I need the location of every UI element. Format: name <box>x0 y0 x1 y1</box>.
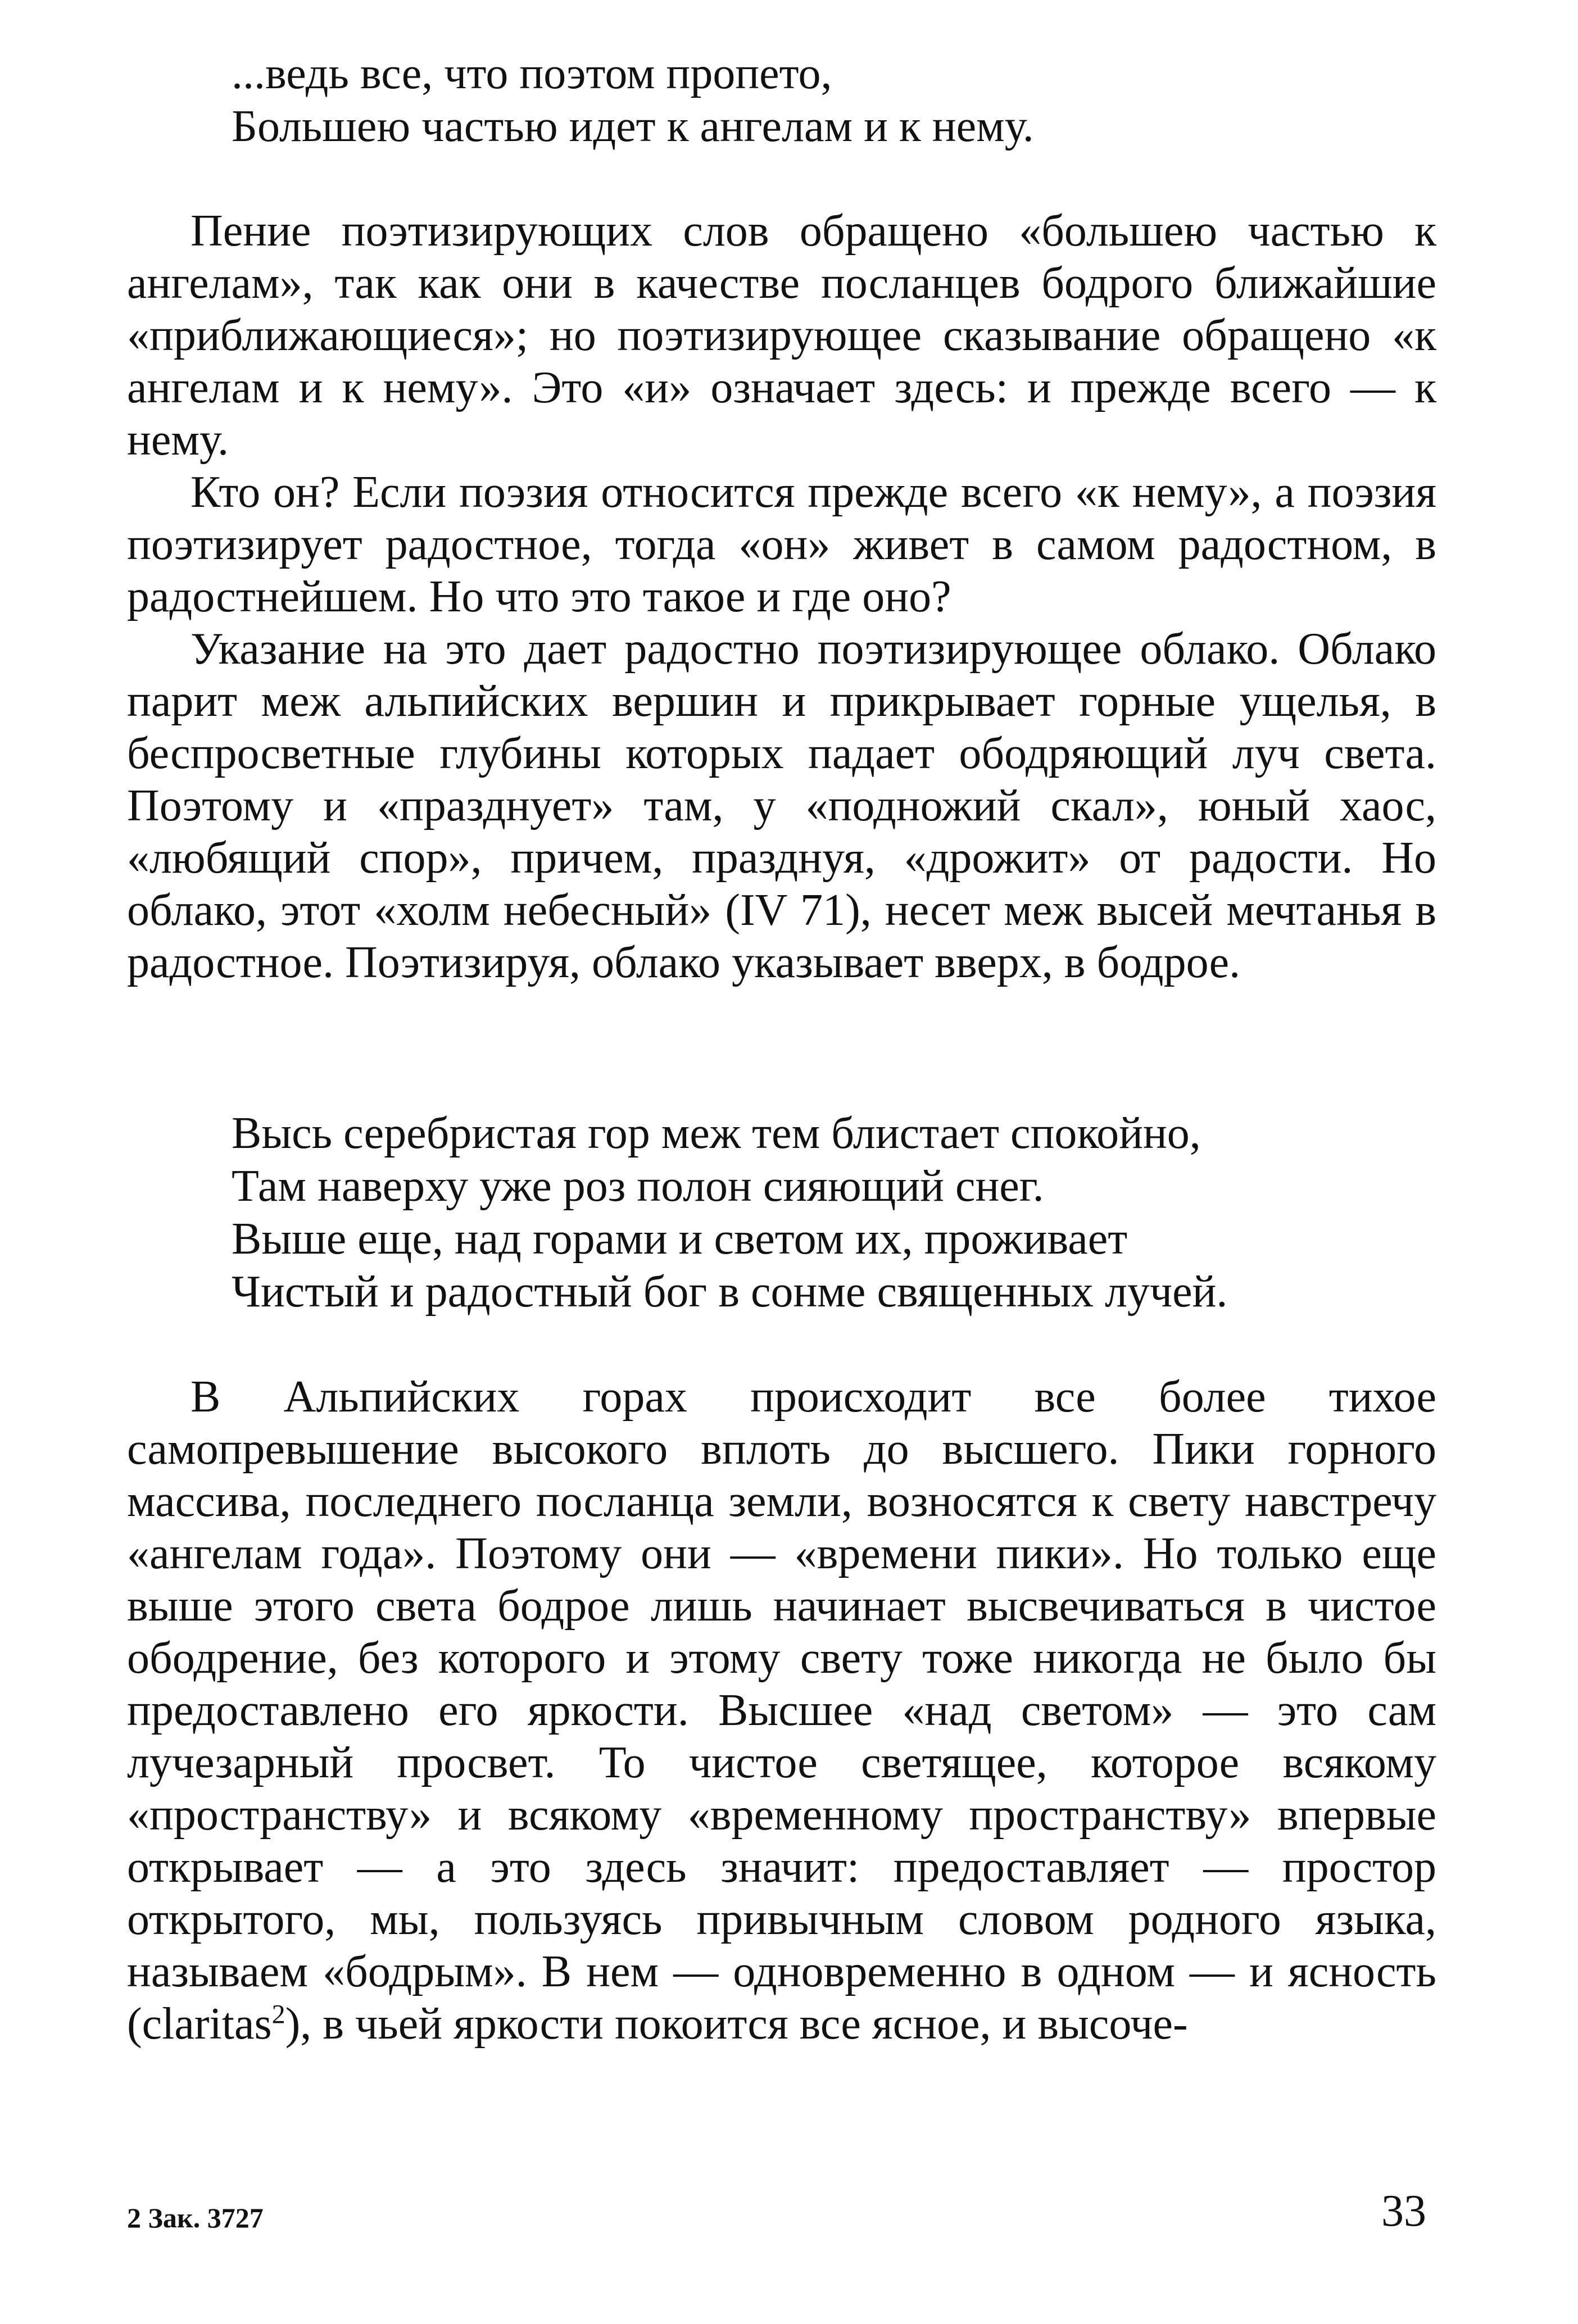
printer-signature: 2 Зак. 3727 <box>127 2202 264 2234</box>
paragraph: Кто он? Если поэзия относится прежде всего «к нему», а поэзия поэтизирует радостное, тогда «он» живет в самом радостном, в радостнейшем. Но что это такое и где оно? <box>127 467 1436 621</box>
verse-line: Выше еще, над горами и светом их, проживает <box>232 1214 1128 1264</box>
footnote-ref: 2 <box>271 1999 285 2030</box>
section-2 <box>127 1371 1436 2050</box>
paragraph: Пение поэтизирующих слов обращено «большею частью к ангелам», так как они в качестве посланцев бодрого ближайшие «приближающиеся»; но поэтизирующее сказывание обращено «к ангелам и к нему». Это «и» означает здесь: и прежде всего — к нему. <box>127 206 1436 465</box>
page-number: 33 <box>1381 2186 1426 2236</box>
verse-line: Там наверху уже роз полон сияющий снег. <box>232 1161 1044 1211</box>
verse-line: ...ведь все, что поэтом пропето, <box>232 49 832 98</box>
section-1 <box>127 205 1436 989</box>
paragraph-text-continued: ), в чьей яркости покоится все ясное, и высоче- <box>285 1999 1188 2049</box>
verse-line: Высь серебристая гор меж тем блистает спокойно, <box>232 1109 1201 1158</box>
verse-line: Большею частью идет к ангелам и к нему. <box>232 102 1034 151</box>
paragraph: Указание на это дает радостно поэтизирующее облако. Облако парит меж альпийских вершин и прикрывает горные ущелья, в беспросветные глубины которых падает ободряющий луч света. Поэтому и «празднует» там, у «подножий скал», юный хаос, «любящий спор», причем, празднуя, «дрожит» от радости. Но облако, этот «холм небесный» (IV 71), несет меж высей мечтанья в радостное. Поэтизируя, облако указывает вверх, в бодрое. <box>127 624 1436 987</box>
epigraph-2 <box>232 1107 1227 1318</box>
epigraph-1 <box>232 47 1034 153</box>
paragraph <box>127 1371 1436 2050</box>
paragraph-text: В Альпийских горах происходит все более тихое самопревышение высокого вплоть до высшего. Пики горного массива, последнего посланца земли, возносятся к свету навстречу «ангелам года». Поэтому они — «времени пики». Но только еще выше этого света бодрое лишь начинает высвечиваться в чистое ободрение, без которого и этому свету тоже никогда не было бы предоставлено его яркости. Высшее «над светом» — это сам лучезарный просвет. То чистое светящее, которое всякому «пространству» и всякому «временному пространству» впервые открывает — а это здесь значит: предоставляет — простор открытого, мы, пользуясь привычным словом родного языка, называем «бодрым». В нем — одновременно в одном — и ясность (claritas <box>127 1372 1436 2049</box>
verse-line: Чистый и радостный бог в сонме священных лучей. <box>232 1267 1228 1317</box>
